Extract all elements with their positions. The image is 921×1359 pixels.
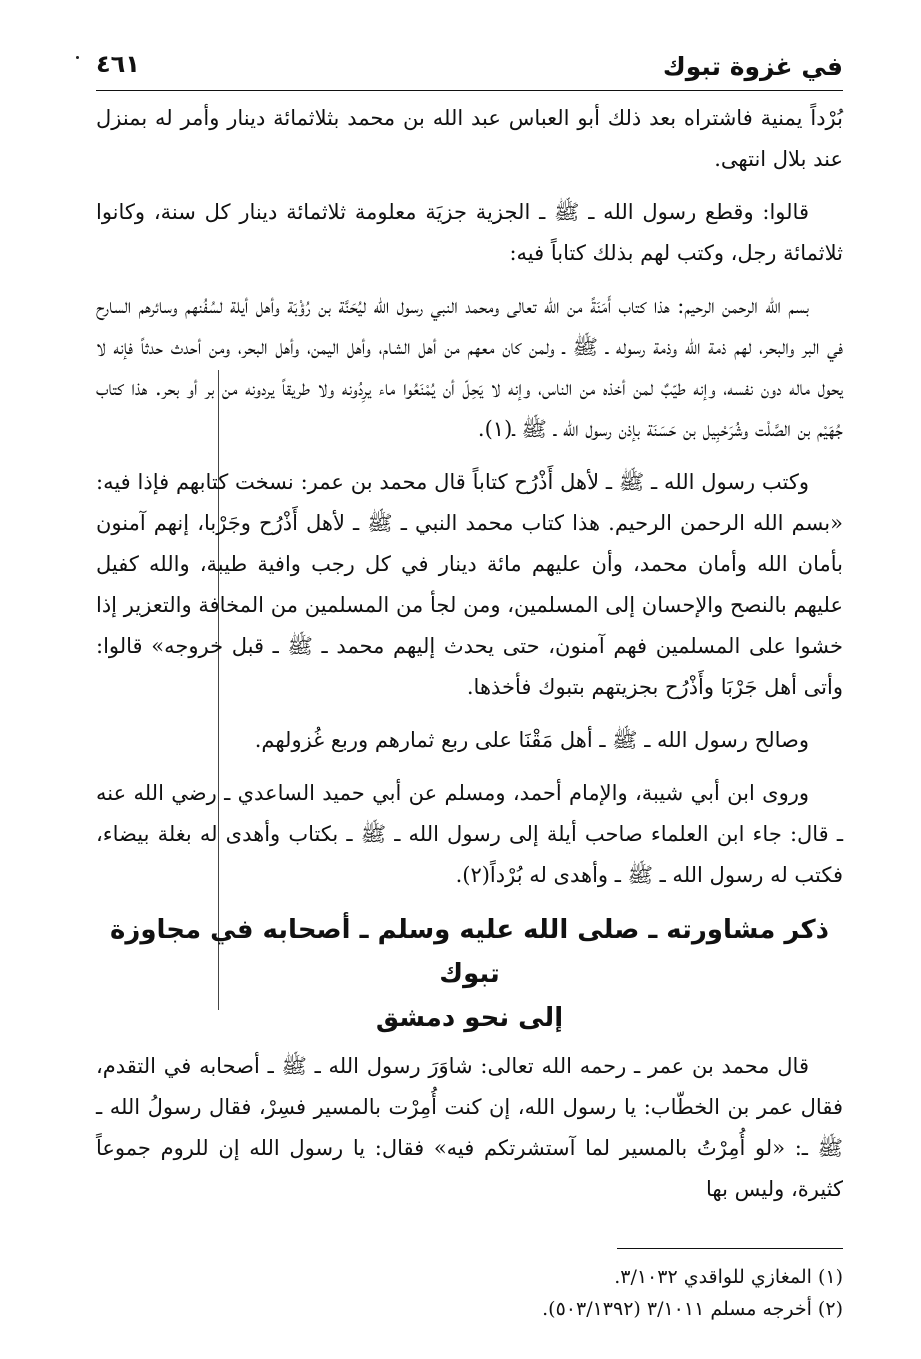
paragraph: قالوا: وقطع رسول الله ـ ﷺ ـ الجزية جزيَة معلومة ثلاثمائة دينار كل سنة، وكانوا ثلاثمائة رجل، وكتب لهم بذلك كتاباً فيه: — [96, 200, 843, 265]
footnotes — [96, 1248, 843, 1325]
section-heading-line: ذكر مشاورته ـ صلى الله عليه وسلم ـ أصحابه في مجاوزة تبوك — [110, 915, 829, 989]
running-title: في غزوة تبوك — [662, 52, 843, 81]
paragraph: وكتب رسول الله ـ ﷺ ـ لأهل أَذْرُح كتاباً قال محمد بن عمر: نسخت كتابهم فإذا فيه: «بسم الله الرحمن الرحيم. هذا كتاب محمد النبي ـ ﷺ ـ لأهل أَذْرُح وجَرْبا، إنهم آمنون بأمان الله وأمان محمد، وأن عليهم مائة دينار في كل رجب وافية طيبة، والله كفيل عليهم بالنصح والإحسان إلى المسلمين، ومن لجأ من المسلمين من المخافة والتعزير إذا خشوا على المسلمين فهم آمنون، حتى يحدث إليهم محمد ـ ﷺ ـ قبل خروجه» قالوا: وأتى أهل جَرْبَا وأَذْرُح بجزيتهم بتبوك فأخذها. — [96, 470, 843, 699]
main-text — [96, 98, 843, 1222]
paragraph: بسم الله الرحمن الرحيم: هذا كتاب أَمَنَةً من الله تعالى ومحمد النبي رسول الله ليُحَنَّة بن رُؤْبَة وأهل أيلة لسُفُنهم وسائرهم السارح في البر والبحر، لهم ذمة الله وذمة رسوله ـ ﷺ ـ ولمن كان معهم من أهل الشام، وأهل اليمن، وأهل البحر، ومن أحدث حدثاً فإنه لا يحول ماله دون نفسه، وإنه طيّبٌ لمن أخذه من الناس، وإنه لا يَحِلّ أن يُمْنَعُوا ماء يرِدُونه ولا طريقاً يردونه من بر أو بحر. هذا كتاب جُهَيْم بن الصَّلْت وشُرَحْبِيل بن حَسَنَة بإذن رسول الله ـ ﷺ ـ(١). — [96, 294, 843, 441]
section-heading-line: إلى نحو دمشق — [375, 1003, 564, 1033]
page-number: ٤٦١ — [96, 50, 140, 78]
paragraph: بُرْداً يمنية فاشتراه بعد ذلك أبو العباس عبد الله بن محمد بثلاثمائة دينار وأمر له بمنزل عند بلال انتهى. — [96, 106, 843, 171]
footnote-separator — [617, 1248, 843, 1249]
footnote: (٢) أخرجه مسلم ٣/١٠١١ (٥٠٣/١٣٩٢). — [542, 1298, 843, 1320]
paragraph: وروى ابن أبي شيبة، والإمام أحمد، ومسلم عن أبي حميد الساعدي ـ رضي الله عنه ـ قال: جاء ابن العلماء صاحب أيلة إلى رسول الله ـ ﷺ ـ بكتاب وأهدى له بغلة بيضاء، فكتب له رسول الله ـ ﷺ ـ وأهدى له بُرْداً(٢). — [96, 781, 843, 887]
scan-speck — [76, 56, 79, 59]
footnote: (١) المغازي للواقدي ٣/١٠٣٢. — [614, 1266, 843, 1288]
paragraph: قال محمد بن عمر ـ رحمه الله تعالى: شاوَرَ رسول الله ـ ﷺ ـ أصحابه في التقدم، فقال عمر بن الخطّاب: يا رسول الله، إن كنت أُمِرْت بالمسير فسِرْ، فقال رسولُ الله ـ ﷺ ـ: «لو أُمِرْتُ بالمسير لما آستشرتكم فيه» فقال: يا رسول الله إن للروم جموعاً كثيرة، وليس بها — [96, 1054, 843, 1201]
page-header — [96, 42, 843, 91]
section-heading — [96, 908, 843, 1040]
paragraph: وصالح رسول الله ـ ﷺ ـ أهل مَقْنَا على ربع ثمارهم وربع غُزولهم. — [254, 728, 809, 752]
